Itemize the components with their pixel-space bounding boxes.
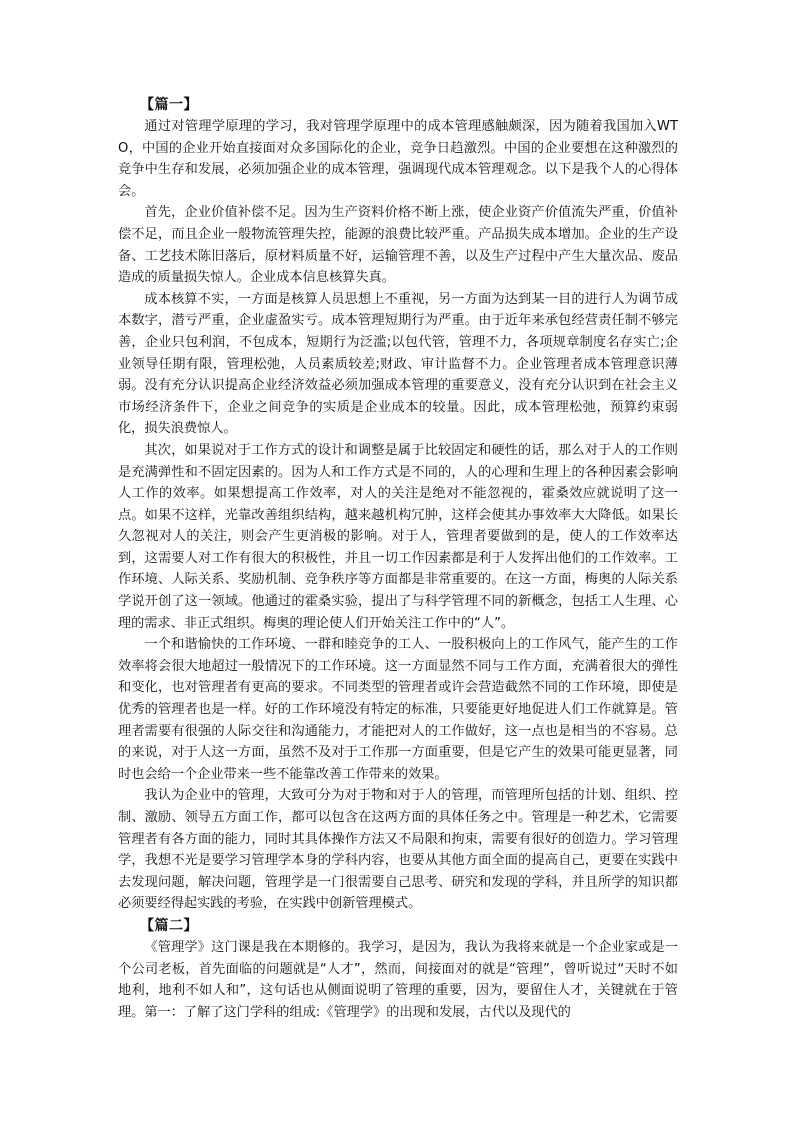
paragraph: 通过对管理学原理的学习，我对管理学原理中的成本管理感触颇深，因为随着我国加入WTO，中国的企业开始直接面对众多国际化的企业，竞争日趋激烈。中国的企业要想在这种激烈的竞争中生存和发展，必须加强企业的成本管理，强调现代成本管理观念。以下是我个人的心得体会。 (118, 119, 678, 199)
paragraph: 我认为企业中的管理，大致可分为对于物和对于人的管理，而管理所包括的计划、组织、控制、激励、领导五方面工作，都可以包含在这两方面的具体任务之中。管理是一种艺术，它需要管理者有各方面的能力，同时其具体操作方法又不局限和拘束，需要有很好的创造力。学习管理学，我想不光是要学习管理学本身的学科内容，也要从其他方面全面的提高自己，更要在实践中去发现问题，解决问题，管理学是一门很需要自己思考、研究和发现的学科，并且所学的知识都必须要经得起实践的考验，在实践中创新管理模式。 (118, 788, 678, 912)
paragraph: 一个和谐愉快的工作环境、一群和睦竞争的工人、一股积极向上的工作风气，能产生的工作效率将会很大地超过一般情况下的工作环境。这一方面显然不同与工作方面，充满着很大的弹性和变化，也对管理者有更高的要求。不同类型的管理者或许会营造截然不同的工作环境，即使是优秀的管理者也是一样。好的工作环境没有特定的标准，只要能更好地促进人们工作就算是。管理者需要有很强的人际交往和沟通能力，才能把对人的工作做好，这一点也是相当的不容易。总的来说，对于人这一方面，虽然不及对于工作那一方面重要，但是它产生的效果可能更显著，同时也会给一个企业带来一些不能靠改善工作带来的效果。 (118, 637, 678, 782)
section-heading: 【篇二】 (140, 917, 198, 934)
paragraph: 《管理学》这门课是我在本期修的。我学习，是因为，我认为我将来就是一个企业家或是一个公司老板，首先面临的问题就是“人才”，然而，间接面对的就是“管理”，曾听说过“天时不如地利，地利不如人和”，这句话也从侧面说明了管理的重要，因为，要留住人才，关键就在于管理。第一：了解了这门学科的组成:《管理学》的出现和发展，古代以及现代的 (118, 939, 678, 1020)
section-heading: 【篇一】 (140, 97, 198, 113)
document-page (118, 94, 678, 1023)
paragraph: 其次，如果说对于工作方式的设计和调整是属于比较固定和硬性的话，那么对于人的工作则是充满弹性和不固定因素的。因为人和工作方式是不同的，人的心理和生理上的各种因素会影响人工作的效率。如果想提高工作效率，对人的关注是绝对不能忽视的，霍桑效应就说明了这一点。如果不这样，光靠改善组织结构，越来越机构冗肿，这样会使其办事效率大大降低。如果长久忽视对人的关注，则会产生更消极的影响。对于人，管理者要做到的是，使人的工作效率达到，这需要人对工作有很大的积极性，并且一切工作因素都是利于人发挥出他们的工作效率。工作环境、人际关系、奖励机制、竞争秩序等方面都是非常重要的。在这一方面，梅奥的人际关系学说开创了这一领域。他通过的霍桑实验，提出了与科学管理不同的新概念，包括工人生理、心理的需求、非正式组织。梅奥的理论使人们开始关注工作中的“人”。 (118, 442, 678, 631)
paragraph: 成本核算不实，一方面是核算人员思想上不重视，另一方面为达到某一目的进行人为调节成本数字，潜亏严重，企业虚盈实亏。成本管理短期行为严重。由于近年来承包经营责任制不够完善，企业只包利润，不包成本，短期行为泛滥;以包代管，管理不力，各项规章制度名存实亡;企业领导任期有限，管理松弛，人员素质较差;财政、审计监督不力。企业管理者成本管理意识薄弱。没有充分认识提高企业经济效益必须加强成本管理的重要意义，没有充分认识到在社会主义市场经济条件下，企业之间竞争的实质是企业成本的较量。因此，成本管理松弛，预算约束弱化，损失浪费惊人。 (118, 291, 678, 437)
paragraph: 首先，企业价值补偿不足。因为生产资料价格不断上涨，使企业资产价值流失严重，价值补偿不足，而且企业一般物流管理失控，能源的浪费比较严重。产品损失成本增加。企业的生产设备、工艺技术陈旧落后，原材料质量不好，运输管理不善，以及生产过程中产生大量次品、废品造成的质量损失惊人。企业成本信息核算失真。 (118, 205, 678, 286)
